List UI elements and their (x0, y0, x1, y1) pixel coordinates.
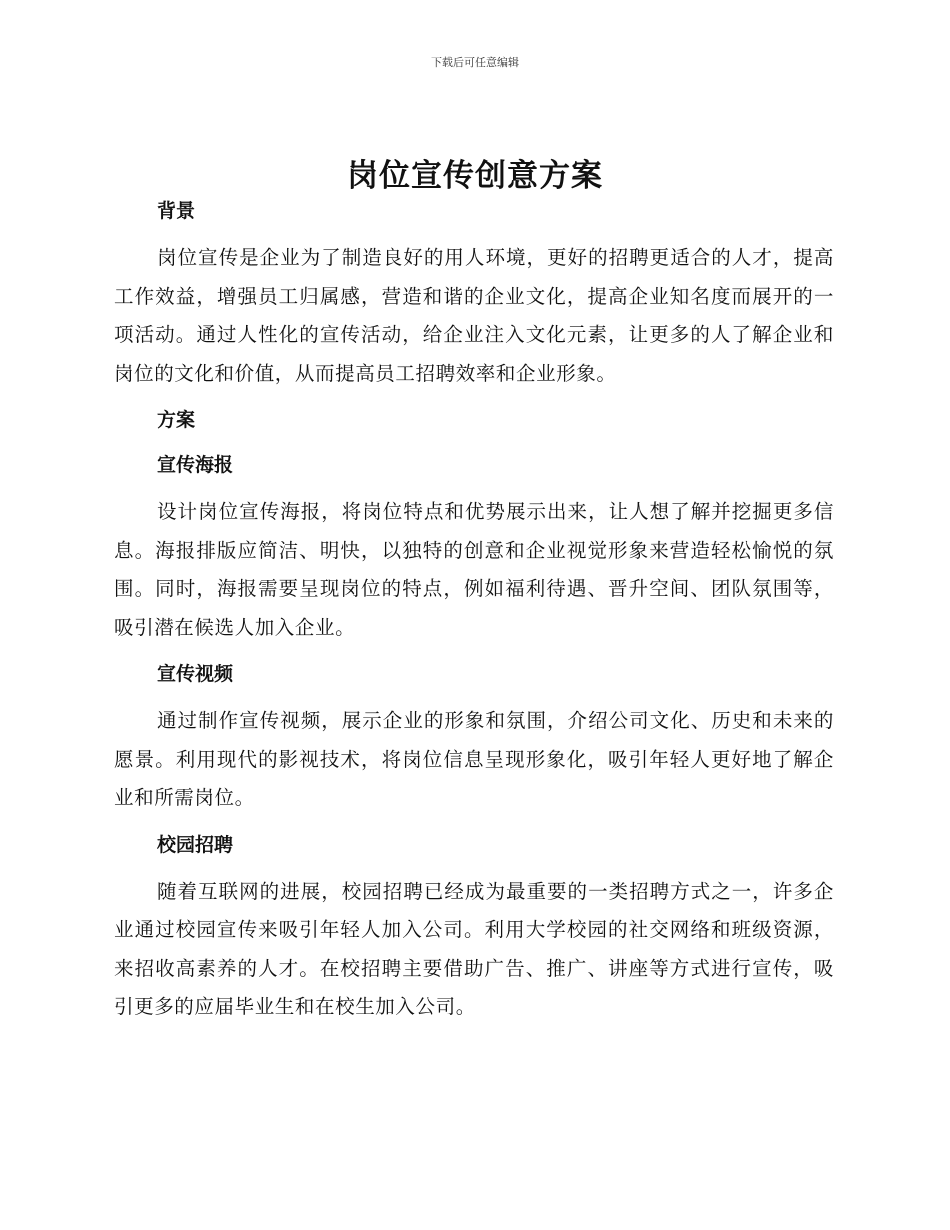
section-paragraph-poster: 设计岗位宣传海报，将岗位特点和优势展示出来，让人想了解并挖掘更多信息。海报排版应简洁、明快，以独特的创意和企业视觉形象来营造轻松愉悦的氛围。同时，海报需要呈现岗位的特点，例如福利待遇、晋升空间、团队氛围等，吸引潜在候选人加入企业。 (114, 500, 834, 639)
section-heading-background: 背景 (157, 200, 196, 222)
document-title: 岗位宣传创意方案 (347, 158, 603, 194)
document-body (114, 196, 834, 1027)
section-heading-campus: 校园招聘 (157, 833, 234, 856)
section-heading-video: 宣传视频 (157, 663, 234, 685)
section-heading-poster: 宣传海报 (157, 454, 234, 476)
header-note: 下载后可任意编辑 (431, 56, 519, 69)
section-paragraph-campus: 随着互联网的进展，校园招聘已经成为最重要的一类招聘方式之一，许多企业通过校园宣传来吸引年轻人加入公司。利用大学校园的社交网络和班级资源，来招收高素养的人才。在校招聘主要借助广告、推广、讲座等方式进行宣传，吸引更多的应届毕业生和在校生加入公司。 (114, 879, 834, 1018)
section-heading-plan: 方案 (157, 409, 196, 431)
section-paragraph-video: 通过制作宣传视频，展示企业的形象和氛围，介绍公司文化、历史和未来的愿景。利用现代的影视技术，将岗位信息呈现形象化，吸引年轻人更好地了解企业和所需岗位。 (114, 709, 834, 809)
section-paragraph-background: 岗位宣传是企业为了制造良好的用人环境，更好的招聘更适合的人才，提高工作效益，增强员工归属感，营造和谐的企业文化，提高企业知名度而展开的一项活动。通过人性化的宣传活动，给企业注入文化元素，让更多的人了解企业和岗位的文化和价值，从而提高员工招聘效率和企业形象。 (114, 246, 834, 385)
